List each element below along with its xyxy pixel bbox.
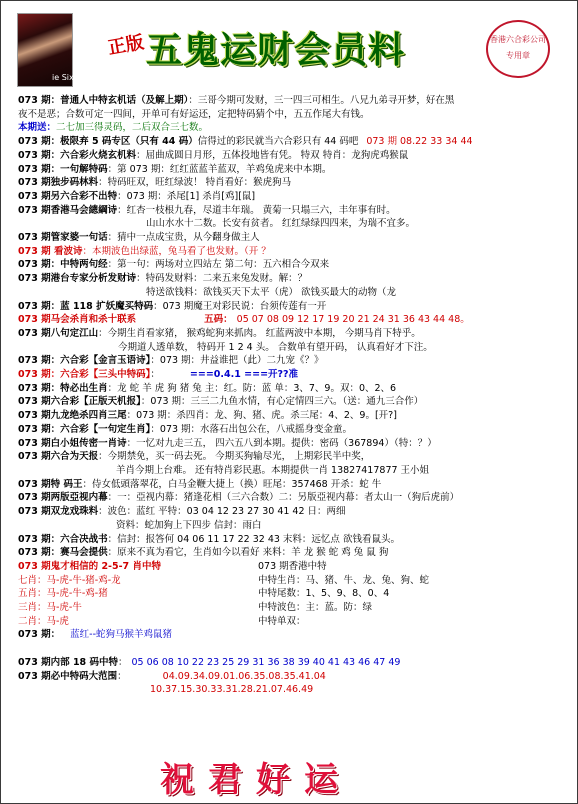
text-line: 073 期：六合彩【金言玉语诗】：073 期：井益谁把（此）二九宠《？》 bbox=[18, 355, 324, 367]
text-line: 073 期：六合彩【一句定生肖】：073 期：水落石出包公在，八戒摇身变金童。 bbox=[18, 423, 353, 435]
text-line: 073 期：赛马会提供：原来不真为看它，生肖如今以看好 来料：羊 龙 猴 蛇 鸡 兔 鼠 狗 bbox=[18, 547, 389, 559]
text-line: 073 期八句定江山：今期生肖看家猪， 猴鸡蛇狗来抓肉。 红蓝两波中本期， 今期马肖下特乎。 bbox=[18, 327, 421, 339]
text-line: 羊肖今期上台难。 还有特肖彩民惠。本期提供一肖 13827417877 王小姐 bbox=[116, 464, 430, 476]
text-line: 073 期必中特码大范围： 04.09.34.09.01.06.35.08.35.41.04 bbox=[18, 670, 326, 682]
seal-top-text: 香港六合彩公司 bbox=[490, 35, 546, 44]
text-line: 073 期：六合彩火烧玄机料：屈曲成圆日月形，五体投地皆有凭。 特双 特肖：龙狗虎鸡猴鼠 bbox=[18, 149, 409, 161]
main-content bbox=[18, 94, 570, 697]
text-line: 资料：蛇加狗上下四步 信封：雨白 bbox=[116, 519, 262, 531]
text-line: 073 期香港马会總綱诗：红杏一枝根九春，尽道丰年瑞。 黄菊一只塌三六，丰年事有时。 bbox=[18, 204, 396, 216]
text-line: 特送欲钱料：欲钱买天下太平（虎） 欲钱买最大的动物（龙 bbox=[146, 286, 397, 298]
text-line: 本期送：二七加三得灵码，二后双合三七数。 bbox=[18, 122, 209, 134]
text-line: 073 期九龙绝杀四肖三尾：073 期：杀四肖：龙、狗、猪、虎。杀三尾：4、2、9。[开?] bbox=[18, 410, 397, 422]
left-block-line: 二肖：马-虎 bbox=[18, 615, 69, 627]
text-line: 073 期：六合彩【三头中特码】： ===0.4.1 ===开??准 bbox=[18, 369, 299, 381]
text-line: 夜不是恶；合数可定一四间，开单可有好运还，定把特码猜个中，五五作尾大有钱。 bbox=[18, 108, 370, 120]
right-block-title: 073 期香港中特 bbox=[258, 560, 327, 572]
left-column bbox=[18, 560, 250, 642]
text-line: 073 期：一句解特码：第 073 期：红红蓝蓝羊蓝双，羊鸡兔虎来中本期。 bbox=[18, 163, 332, 175]
text-line: 073 期白小姐传密一肖诗：一忆对九走三五， 四六五八到本期。提供：密码（367894）（特：？） bbox=[18, 437, 437, 449]
text-line: 073 期双龙戏珠料：波色：蓝红 平特：03 04 12 23 27 30 41 42 日：两细 bbox=[18, 506, 346, 518]
two-column-block bbox=[18, 560, 570, 656]
left-block-line: 五肖：马-虎-牛-鸡-猪 bbox=[18, 588, 108, 600]
left-block-title: 073 期鬼才相信的 2-5-7 肖中特 bbox=[18, 560, 161, 572]
text-line: 今期道人透单数， 特码开 1 2 4 头。 合数单有望开码， 认真看好才下注。 bbox=[118, 341, 433, 353]
text-line: 073 期内部 18 码中特： 05 06 08 10 22 23 25 29 31 36 38 39 40 41 43 46 47 49 bbox=[18, 656, 401, 668]
left-block-line: 七肖：马-虎-牛-猪-鸡-龙 bbox=[18, 574, 121, 586]
text-line: 073 期：六合决战书：信封：报答何 04 06 11 17 22 32 43 末料：远忆点 欲钱看鼠头。 bbox=[18, 533, 400, 545]
right-block-line: 中特尾数：1、5、9、8、0、4 bbox=[258, 588, 390, 600]
text-line: 073 期六合彩【正版天机报】：073 期：三三二九鱼水情，有心定情四三六。（送：通九三合作） bbox=[18, 396, 424, 408]
text-line: 073 期两版亞视内幕：一：亞视内幕：猪逢花相（三六合数）二：另版亞视内幕：者太山一（狗后虎前） bbox=[18, 492, 460, 504]
page-title: 五鬼运财会员料 bbox=[146, 29, 406, 71]
left-block-line: 073 期： 蓝红--蛇狗马猴羊鸡鼠猪 bbox=[18, 629, 173, 641]
text-line: 073 期港台专家分析发财诗：特码发财料：二来五来兔发财。解：？ bbox=[18, 273, 308, 285]
right-block-line: 中特生肖：马、猪、牛、龙、兔、狗、蛇 bbox=[258, 574, 430, 586]
text-line: 073 期：特必出生肖：龙 蛇 羊 虎 狗 猪 兔 主：红。防：蓝 单：3、7、9。双：0、2、6 bbox=[18, 382, 397, 394]
text-line: 073 期：极限弃 5 码专区（只有 44 码）信得过的彩民就当六合彩只有 44 码吧 073 期 08.22 33 34 44 bbox=[18, 136, 473, 148]
header bbox=[0, 0, 578, 92]
blessing-banner: 祝君好运 bbox=[160, 760, 352, 800]
official-stamp: 正版 bbox=[106, 32, 146, 59]
text-line: 073 期 看波诗：本期波色出绿蓝，兔马看了也发财。（开 ？ bbox=[18, 245, 271, 257]
right-block-line: 中特波色：主：蓝。防：绿 bbox=[258, 602, 373, 614]
text-line: 073 期马会杀肖和杀十联系 五码： 05 07 08 09 12 17 19 20 21 24 31 36 43 44 48。 bbox=[18, 314, 470, 326]
seal-bottom-text: 专用章 bbox=[506, 51, 530, 60]
text-line: 073 期六合为天报：今期禁免，买一码去死。 今期买狗输尽光， 上期彩民半中奖， bbox=[18, 451, 371, 463]
text-line: 073 期另六合彩不出特：073 期：杀尾[1] 杀肖[鸡][鼠] bbox=[18, 190, 256, 202]
text-line: 073 期管家婆一句话：猜中一点成宝贵，从今翻身做主人 bbox=[18, 232, 260, 244]
text-line: 10.37.15.30.33.31.28.21.07.46.49 bbox=[150, 684, 314, 696]
text-line: 073 期：普通人中特玄机话（及解上期）：三哥今期可发财，三一四三可相生。八兄九弟寻开梦，好在黑 bbox=[18, 95, 455, 106]
text-line: 073 期独步码林料：特码旺双，旺红绿波！ 特肖看好：猴虎狗马 bbox=[18, 177, 292, 189]
right-column bbox=[258, 560, 570, 629]
left-block-line: 三肖：马-虎-牛 bbox=[18, 602, 82, 614]
text-line: 073 期：中特两句经：第一句：两场对立四站左 第二句：五六相合今双来 bbox=[18, 259, 330, 271]
text-line: 073 期：蓝 118 扩妖魔买特码：073 期魔王对彩民说：台须传莲有一开 bbox=[18, 300, 327, 312]
company-seal bbox=[486, 20, 550, 78]
text-line: 073 期特 码王：侍女低頭落翠花，白马金鞭大捷上（换）旺尾：357468 开杀：蛇 牛 bbox=[18, 478, 382, 490]
photo-caption: ie Six bbox=[52, 73, 74, 82]
text-line: 山山水水十二数。长安有贫者。 红红绿绿四四来，为瑞不宜多。 bbox=[146, 218, 416, 230]
right-block-line: 中特单双： bbox=[258, 615, 306, 627]
